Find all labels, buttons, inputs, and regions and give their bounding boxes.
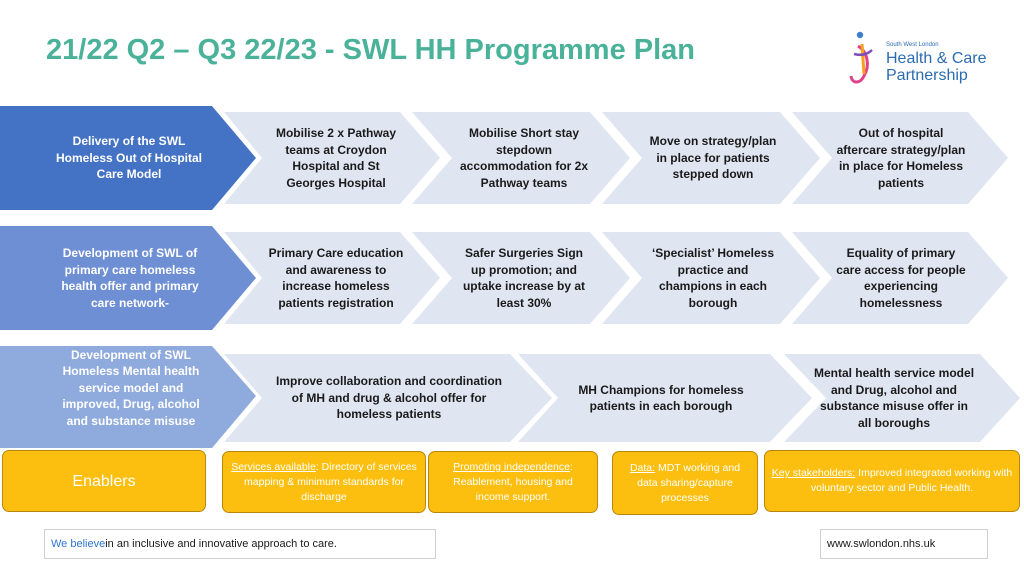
- enabler-services-text: [229, 460, 419, 505]
- enabler-independence-key: Promoting independence: [453, 460, 570, 473]
- row2-step2-text: Safer Surgeries Sign up promotion; and uptake increase by at least 30%: [462, 246, 586, 310]
- enabler-data: [612, 451, 758, 515]
- row3-step2-text: MH Champions for homeless patients in each borough: [578, 382, 744, 413]
- row1-step1-text: Mobilise 2 x Pathway teams at Croydon Hospital and St Georges Hospital: [275, 126, 397, 190]
- enabler-services-desc: : Directory of services mapping & minimum standards for discharge: [244, 460, 417, 503]
- enabler-data-key: Data:: [629, 461, 656, 474]
- row3-step3-text: Mental health service model and Drug, alcohol and substance misuse offer in all boroughs: [813, 366, 975, 430]
- enabler-services: [222, 451, 426, 513]
- row2-step4-text: Equality of primary care access for people experiencing homelessness: [836, 246, 966, 310]
- enabler-stakeholders-desc: Improved integrated working with voluntary sector and Public Health.: [810, 467, 1013, 494]
- page-title: 21/22 Q2 – Q3 22/23 - SWL HH Programme Plan: [46, 34, 696, 66]
- enabler-data-text: [619, 461, 751, 506]
- footer-tagline: [44, 529, 436, 559]
- row2-lead-text: Development of SWL of primary care homeless health offer and primary care network-: [61, 246, 199, 310]
- logo-line1: Health & Care: [886, 50, 987, 67]
- row2-step3-text: ‘Specialist’ Homeless practice and champions in each borough: [651, 246, 775, 310]
- enabler-independence-text: [435, 460, 591, 505]
- enabler-stakeholders-text: [771, 466, 1013, 496]
- row3-lead-text: Development of SWL Homeless Mental health service model and improved, Drug, alcohol and substance misuse: [62, 347, 200, 428]
- enabler-stakeholders-key: Key stakeholders:: [771, 467, 856, 479]
- row1-step3-text: Move on strategy/plan in place for patients stepped down: [649, 134, 777, 182]
- enabler-data-desc: MDT working and data sharing/capture processes: [637, 461, 741, 504]
- footer-url[interactable]: www.swlondon.nhs.uk: [820, 529, 988, 559]
- logo-line2: Partnership: [886, 67, 968, 84]
- footer-believe: We believe: [51, 538, 106, 550]
- row1-step2-text: Mobilise Short stay stepdown accommodation for 2x Pathway teams: [459, 126, 589, 190]
- footer-tagline-text: in an inclusive and innovative approach to care.: [105, 538, 337, 550]
- row1-step4-text: Out of hospital aftercare strategy/plan in place for Homeless patients: [836, 126, 966, 190]
- enabler-independence: [428, 451, 598, 513]
- enabler-independence-desc: : Reablement, housing and income support.: [453, 460, 573, 503]
- enabler-services-key: Services available: [231, 460, 316, 473]
- enablers-label: Enablers: [2, 450, 206, 512]
- row2-step1-text: Primary Care education and awareness to increase homeless patients registration: [268, 246, 404, 310]
- logo-region: South West London: [886, 42, 939, 48]
- enabler-stakeholders: [764, 450, 1020, 512]
- row3-step1-text: Improve collaboration and coordination of MH and drug & alcohol offer for homeless patients: [275, 374, 503, 422]
- row1-lead-text: Delivery of the SWL Homeless Out of Hospital Care Model: [55, 134, 203, 182]
